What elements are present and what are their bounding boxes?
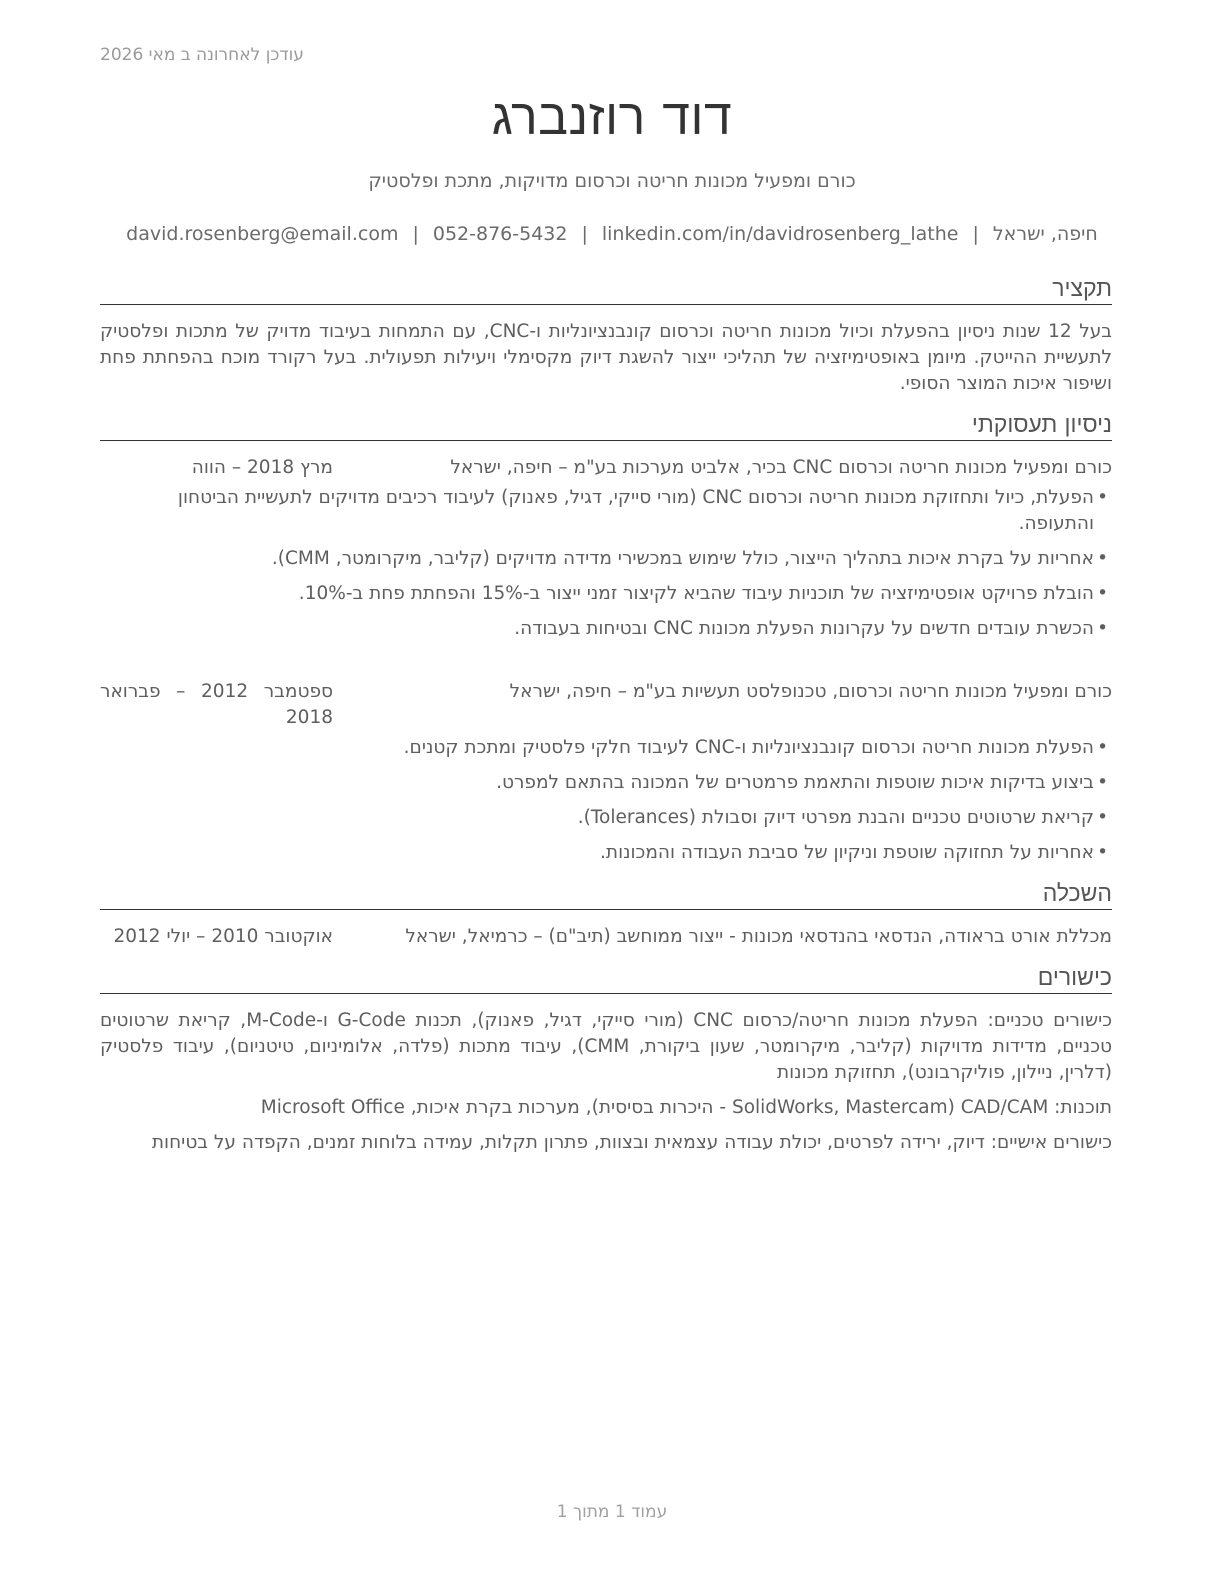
contact-location: חיפה, ישראל	[992, 223, 1098, 245]
page-number: עמוד 1 מתוך 1	[556, 1502, 668, 1522]
bullet-text: הכשרת עובדים חדשים על עקרונות הפעלת מכונות CNC ובטיחות בעבודה.	[514, 618, 1094, 639]
job-role: כורם ומפעיל מכונות חריטה וכרסום CNC בכיר, אלביט מערכות בע"מ – חיפה, ישראל	[450, 457, 1112, 478]
skills-software: תוכנות: CAD/CAM (SolidWorks, Mastercam - היכרות בסיסית), מערכות בקרת איכות, Microsoft Office	[260, 1097, 1112, 1118]
list-item	[100, 546, 1112, 572]
resume-content	[100, 275, 1112, 1165]
list-item	[100, 485, 1112, 537]
job-role: כורם ומפעיל מכונות חריטה וכרסום, טכנופלסט תעשיות בע"מ – חיפה, ישראל	[509, 681, 1112, 702]
job-entry	[100, 455, 1112, 642]
contact-separator: |	[972, 223, 979, 245]
summary-title: תקציר	[100, 275, 1112, 305]
contact-phone[interactable]: 052-876-5432	[432, 223, 568, 245]
list-item	[100, 616, 1112, 642]
job-dates: ספטמבר 2012 – פברואר 2018	[100, 681, 333, 728]
list-item	[100, 805, 1112, 831]
bullet-icon: •	[1097, 548, 1108, 569]
bullet-text: הפעלת מכונות חריטה וכרסום קונבנציונליות ו-CNC לעיבוד חלקי פלסטיק ומתכת קטנים.	[403, 737, 1094, 758]
education-section	[100, 880, 1112, 950]
summary-text: בעל 12 שנות ניסיון בהפעלת וכיול מכונות חריטה וכרסום קונבנציונליות ו-CNC, עם התמחות בעיבוד מדויק של מתכות ופלסטיק לתעשיית ההייטק. מיומן באופטימיזציה של תהליכי ייצור להשגת דיוק מקסימלי ויעילות תפעולית. בעל רקורד מוכח בהפחתת פחת ושיפור איכות המוצר הסופי.	[100, 321, 1112, 394]
contact-separator: |	[581, 223, 588, 245]
bullet-text: הובלת פרויקט אופטימיזציה של תוכניות עיבוד שהביא לקיצור זמני ייצור ב-15% והפחתת פחת ב-10%.	[298, 583, 1094, 604]
list-item	[100, 840, 1112, 866]
bullet-icon: •	[1097, 807, 1108, 828]
skills-title: כישורים	[100, 964, 1112, 994]
contact-linkedin[interactable]: linkedin.com/in/davidrosenberg_lathe	[601, 223, 959, 245]
education-dates: אוקטובר 2010 – יולי 2012	[113, 926, 333, 947]
education-title: השכלה	[100, 880, 1112, 910]
bullet-text: הפעלת, כיול ותחזוקת מכונות חריטה וכרסום CNC (מורי סייקי, דגיל, פאנוק) לעיבוד רכיבים מדויקים לתעשיית הביטחון והתעופה.	[177, 487, 1094, 534]
bullet-icon: •	[1097, 583, 1108, 604]
contact-email[interactable]: david.rosenberg@email.com	[126, 223, 399, 245]
job-entry	[100, 679, 1112, 866]
bullet-icon: •	[1097, 842, 1108, 863]
bullet-icon: •	[1097, 618, 1108, 639]
job-dates: מרץ 2018 – הווה	[191, 457, 333, 478]
list-item	[100, 770, 1112, 796]
candidate-subtitle: כורם ומפעיל מכונות חריטה וכרסום מדויקות, מתכת ופלסטיק	[368, 170, 856, 192]
job-header	[100, 679, 1112, 731]
bullet-text: אחריות על בקרת איכות בתהליך הייצור, כולל שימוש במכשירי מדידה מדויקים (קליבר, מיקרומטר, CMM).	[271, 548, 1094, 569]
job-bullets	[100, 735, 1112, 866]
list-item	[100, 735, 1112, 761]
bullet-icon: •	[1097, 737, 1108, 758]
experience-section	[100, 411, 1112, 866]
last-updated-note: עודכן לאחרונה ב מאי 2026	[100, 45, 304, 65]
bullet-icon: •	[1097, 487, 1108, 508]
job-header	[100, 455, 1112, 481]
bullet-text: אחריות על תחזוקה שוטפת וניקיון של סביבת העבודה והמכונות.	[600, 842, 1094, 863]
education-institution: מכללת אורט בראודה, הנדסאי בהנדסאי מכונות - ייצור ממוחשב (תיב"ם) – כרמיאל, ישראל	[405, 926, 1112, 947]
list-item	[100, 581, 1112, 607]
experience-title: ניסיון תעסוקתי	[100, 411, 1112, 441]
education-entry	[100, 924, 1112, 950]
contact-separator: |	[412, 223, 419, 245]
skills-technical: כישורים טכניים: הפעלת מכונות חריטה/כרסום CNC (מורי סייקי, דגיל, פאנוק), תכנות G-Code ו-M-Code, קריאת שרטוטים טכניים, מדידות מדויקות (קליבר, מיקרומטר, שעון ביקורת, CMM), עיבוד מתכות (פלדה, אלומיניום, טיטניום), עיבוד פלסטיק (דלרין, ניילון, פוליקרבונט), תחזוקת מכונות	[100, 1010, 1112, 1083]
bullet-text: ביצוע בדיקות איכות שוטפות והתאמת פרמטרים של המכונה בהתאם למפרט.	[496, 772, 1094, 793]
skills-personal: כישורים אישיים: דיוק, ירידה לפרטים, יכולת עבודה עצמאית ובצוות, פתרון תקלות, עמידה בלוחות זמנים, הקפדה על בטיחות	[151, 1132, 1112, 1153]
job-bullets	[100, 485, 1112, 642]
summary-section	[100, 275, 1112, 397]
candidate-name: דוד רוזנברג	[491, 88, 733, 146]
bullet-text: קריאת שרטוטים טכניים והבנת מפרטי דיוק וסבולת (Tolerances).	[577, 807, 1094, 828]
bullet-icon: •	[1097, 772, 1108, 793]
contact-line	[100, 223, 1124, 245]
skills-section	[100, 964, 1112, 1156]
